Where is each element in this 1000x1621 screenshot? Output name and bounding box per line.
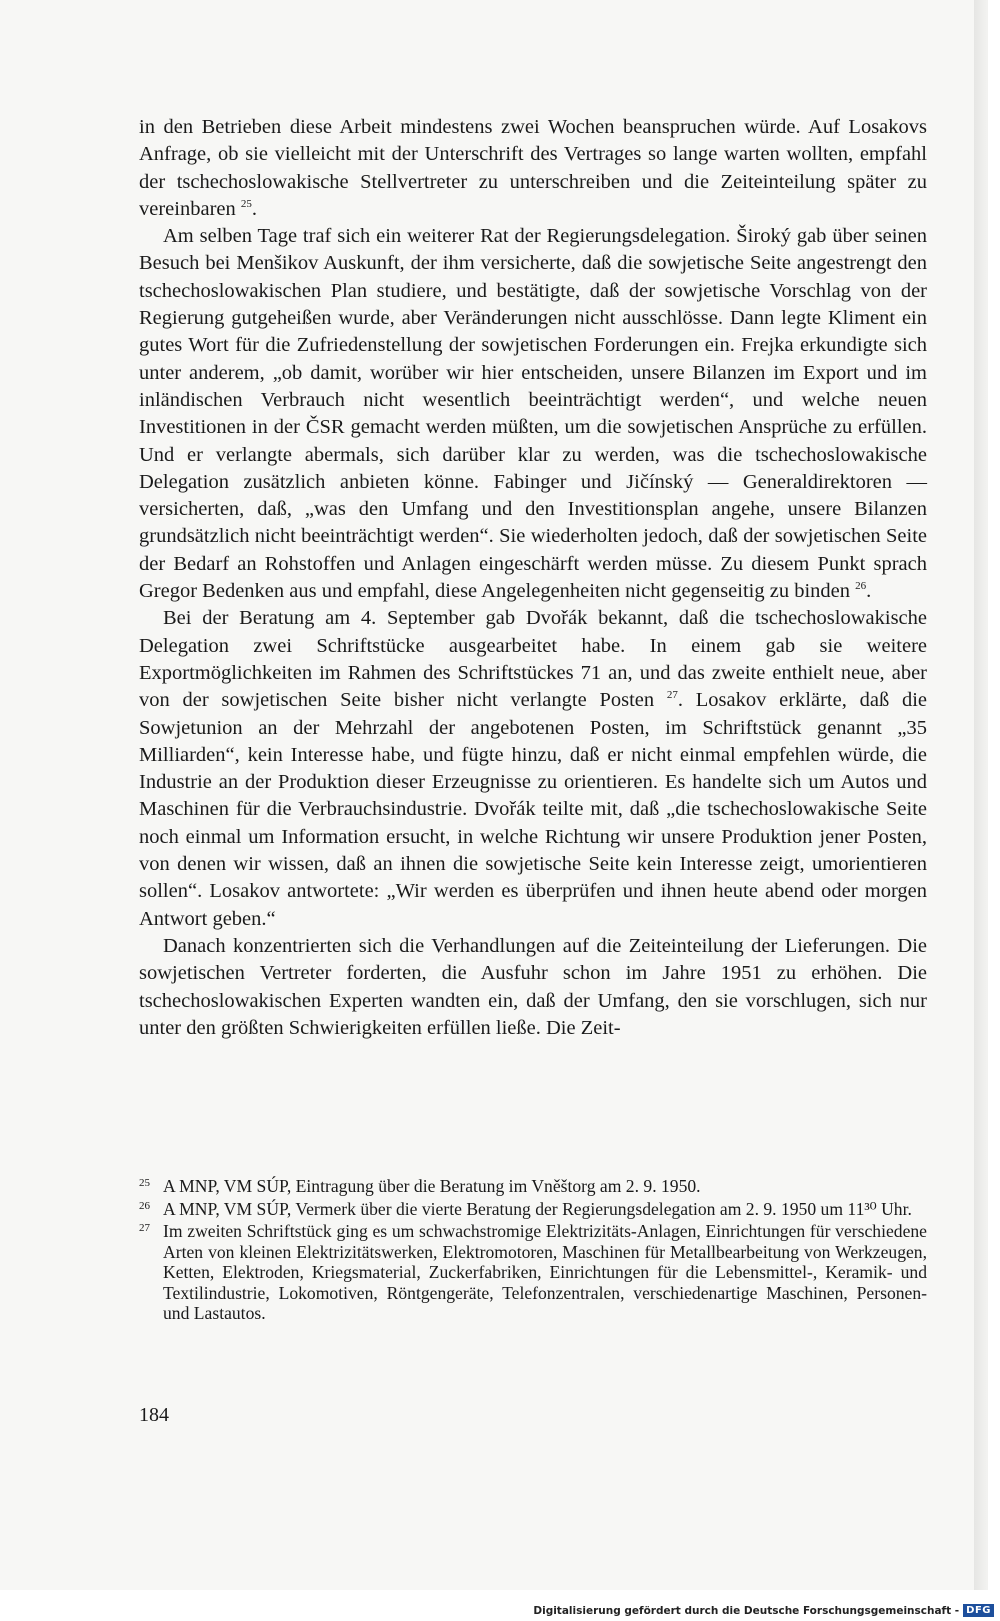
footnote (139, 1176, 927, 1197)
footnote-reference: 27 (666, 689, 678, 702)
footnote-text: A MNP, VM SÚP, Vermerk über die vierte Beratung der Regierungsdelegation am 2. 9. 1950 um 11³⁰ Uhr. (163, 1198, 912, 1219)
paragraph (139, 223, 927, 605)
paragraph-text: in den Betrieben diese Arbeit mindestens zwei Wochen beanspruchen würde. Auf Losakovs Anfrage, ob sie vielleicht mit der Unterschrift des Vertrages so lange warten wollten, empfahl der tschechoslowakische Stellvertreter zu unterschreiben und die Zeiteinteilung später zu vereinbaren (139, 116, 927, 220)
footnote-text: Im zweiten Schriftstück ging es um schwachstromige Elektrizitäts-Anlagen, Einrichtungen für verschiedene Arten von kleinen Elektrizitätswerken, Elektromotoren, Maschinen für Metallbearbeitung von Werkzeugen, Ketten, Elektroden, Kriegsmaterial, Zuckerfabriken, Einrichtungen für die Lebensmittel-, Keramik- und Textilindustrie, Lokomotiven, Röntgengeräte, Telefonzentralen, verschiedenartige Maschinen, Personen- und Lastautos. (163, 1221, 927, 1323)
footnote-number: 26 (139, 1199, 150, 1212)
main-text (139, 114, 927, 1042)
credit-text: Digitalisierung gefördert durch die Deutsche Forschungsgemeinschaft - (533, 1604, 960, 1617)
page-number: 184 (139, 1404, 169, 1426)
paragraph (139, 114, 927, 223)
footnote-reference: 26 (855, 580, 867, 593)
paragraph (139, 933, 927, 1042)
scan-edge (974, 0, 988, 1590)
dfg-logo: DFG (963, 1604, 994, 1617)
paragraph-text: Danach konzentrierten sich die Verhandlungen auf die Zeiteinteilung der Lieferungen. Die sowjetischen Vertreter forderten, die Ausfuhr schon im Jahre 1951 zu erhöhen. Die tschechoslowakischen Experten wandten ein, daß der Umfang, den sie vorschlugen, sich nur unter den größten Schwierigkeiten erfüllen ließe. Die Zeit- (139, 934, 927, 1039)
footnote-number: 27 (139, 1222, 150, 1234)
footnote (139, 1199, 927, 1220)
paragraph-text: Bei der Beratung am 4. September gab Dvořák bekannt, daß die tschechoslowakische Delegation zwei Schriftstücke ausgearbeitet habe. In einem gab sie weitere Exportmöglichkeiten im Rahmen des Schriftstückes 71 an, und das zweite enthielt neue, aber von der sowjetischen Seite bisher nicht verlangte Posten (139, 607, 927, 712)
footnote-number: 25 (139, 1177, 150, 1189)
paragraph-text: . (866, 580, 872, 603)
digitization-credit (533, 1604, 994, 1617)
footnote (139, 1221, 927, 1324)
paragraph-text: . (251, 197, 257, 220)
paragraph (139, 605, 927, 933)
footnote-text: A MNP, VM SÚP, Eintragung über die Beratung im Vněštorg am 2. 9. 1950. (163, 1176, 701, 1196)
paragraph-text: . Losakov erklärte, daß die Sowjetunion an der Mehrzahl der angebotenen Posten, im Schriftstück genannt „35 Milliarden“, kein Interesse habe, und fügte hinzu, daß er nicht einmal empfehlen würde, die Industrie an der Produktion dieser Erzeugnisse zu orientieren. Es handelte sich um Autos und Maschinen für die Verbrauchsindustrie. Dvořák teilte mit, daß „die tschechoslowakische Seite noch einmal um Information ersucht, in welche Richtung wir unsere Produktion jener Posten, von denen wir wissen, daß an ihnen die sowjetische Seite kein Interesse zeigt, umorientieren sollen“. Losakov antwortete: „Wir werden es überprüfen und ihnen heute abend oder morgen Antwort geben.“ (139, 689, 927, 930)
footnote-reference: 25 (240, 198, 252, 211)
paragraph-text: Am selben Tage traf sich ein weiterer Rat der Regierungsdelegation. Široký gab über seinen Besuch bei Menšikov Auskunft, der ihm versicherte, daß die sowjetische Seite angestrengt den tschechoslowakischen Plan studiere, und bestätigte, daß der sowjetische Vorschlag von der Regierung gutgeheißen wurde, aber Veränderungen nicht ausschlösse. Dann legte Kliment ein gutes Wort für die Zufriedenstellung der sowjetischen Forderungen ein. Frejka erkundigte sich unter anderem, „ob damit, worüber wir hier entscheiden, unsere Bilanzen im Export und im inländischen Verbrauch nicht wesentlich beeinträchtigt werden“, und welche neuen Investitionen in der ČSR gemacht werden müßten, um die sowjetischen Ansprüche zu erfüllen. Und er verlangte abermals, sich darüber klar zu werden, was die tschechoslowakische Delegation zusätzlich anbieten könne. Fabinger und Jičínský — Generaldirektoren — versicherten, daß, „was den Umfang und den Investitionsplan angehe, unsere Bilanzen grundsätzlich nicht beeinträchtigt werden“. Sie wiederholten jedoch, daß der sowjetischen Seite der Bedarf an Rohstoffen und Anlagen eingeschärft werden müsse. Zu diesem Punkt sprach Gregor Bedenken aus und empfahl, diese Angelegenheiten nicht gegenseitig zu binden (139, 225, 927, 603)
footnotes (139, 1176, 927, 1326)
